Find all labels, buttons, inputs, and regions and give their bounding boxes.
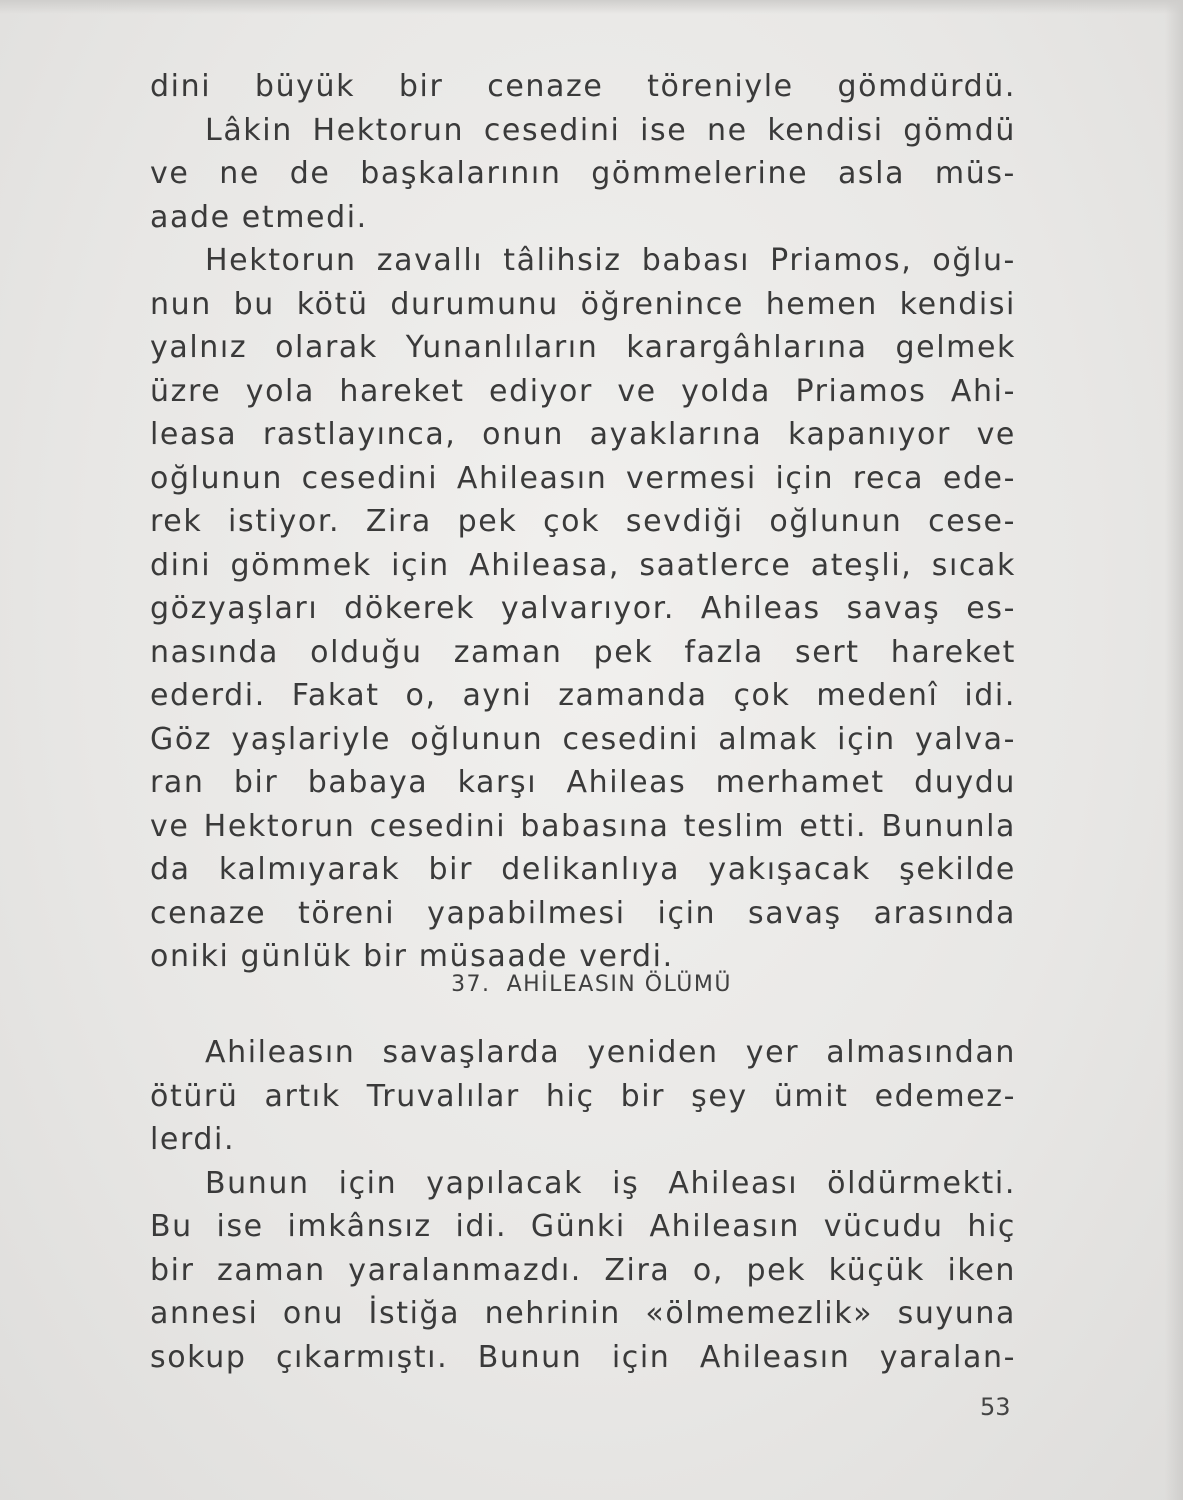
text-line: ran bir babaya karşı Ahileas merhamet duydu: [150, 765, 1016, 800]
text-line: nasında olduğu zaman pek fazla sert hareket: [150, 634, 1016, 670]
text-line: cenaze töreni yapabilmesi için savaş arasında: [150, 895, 1016, 931]
text-line: lerdi.: [150, 1122, 236, 1157]
text-line: Bunun için yapılacak iş Ahileası öldürmekti.: [205, 1165, 1016, 1201]
text-line: sokup çıkarmıştı. Bunun için Ahileasın yaralan-: [150, 1339, 1016, 1375]
text-line: da kalmıyarak bir delikanlıya yakışacak şekilde: [150, 852, 1016, 887]
section-number: 37.: [451, 972, 491, 997]
section-heading: [0, 972, 1183, 997]
text-line: rek istiyor. Zira pek çok sevdiği oğlunun cese-: [150, 504, 1016, 539]
text-line: dini gömmek için Ahileasa, saatlerce ateşli, sıcak: [150, 547, 1016, 583]
text-line: Lâkin Hektorun cesedini ise ne kendisi gömdü: [205, 112, 1016, 148]
text-line: annesi onu İstiğa nehrinin «ölmemezlik» suyuna: [150, 1296, 1016, 1331]
text-line: oğlunun cesedini Ahileasın vermesi için reca ede-: [150, 460, 1016, 496]
text-line: ötürü artık Truvalılar hiç bir şey ümit edemez-: [150, 1078, 1016, 1114]
text-line: Ahileasın savaşlarda yeniden yer almasından: [205, 1035, 1016, 1070]
text-line: üzre yola hareket ediyor ve yolda Priamos Ahi-: [150, 373, 1016, 409]
text-line: dini büyük bir cenaze töreniyle gömdürdü.: [150, 69, 1016, 104]
text-line: ve ne de başkalarının gömmelerine asla müs-: [150, 156, 1016, 191]
body-text-top: [150, 65, 1016, 979]
section-title: AHİLEASIN ÖLÜMÜ: [506, 972, 732, 997]
page-edge-top: [0, 0, 1183, 14]
page-number: 53: [980, 1393, 1011, 1421]
text-line: yalnız olarak Yunanlıların karargâhlarına gelmek: [150, 330, 1016, 365]
text-line: ve Hektorun cesedini babasına teslim etti. Bununla: [150, 808, 1016, 844]
text-line: gözyaşları dökerek yalvarıyor. Ahileas savaş es-: [150, 591, 1016, 626]
text-line: Göz yaşlariyle oğlunun cesedini almak için yalva-: [150, 721, 1016, 757]
text-line: nun bu kötü durumunu öğrenince hemen kendisi: [150, 286, 1016, 322]
text-line: leasa rastlayınca, onun ayaklarına kapanıyor ve: [150, 417, 1016, 452]
page-edge-right: [1165, 0, 1183, 1500]
text-line: Hektorun zavallı tâlihsiz babası Priamos, oğlu-: [205, 243, 1016, 278]
text-line: bir zaman yaralanmazdı. Zira o, pek küçük iken: [150, 1252, 1016, 1288]
text-line: ederdi. Fakat o, ayni zamanda çok medenî idi.: [150, 678, 1016, 713]
body-text-bottom: [150, 1031, 1016, 1379]
text-line: Bu ise imkânsız idi. Günki Ahileasın vücudu hiç: [150, 1209, 1016, 1244]
text-line: aade etmedi.: [150, 199, 368, 235]
text-line: oniki günlük bir müsaade verdi.: [150, 939, 674, 974]
